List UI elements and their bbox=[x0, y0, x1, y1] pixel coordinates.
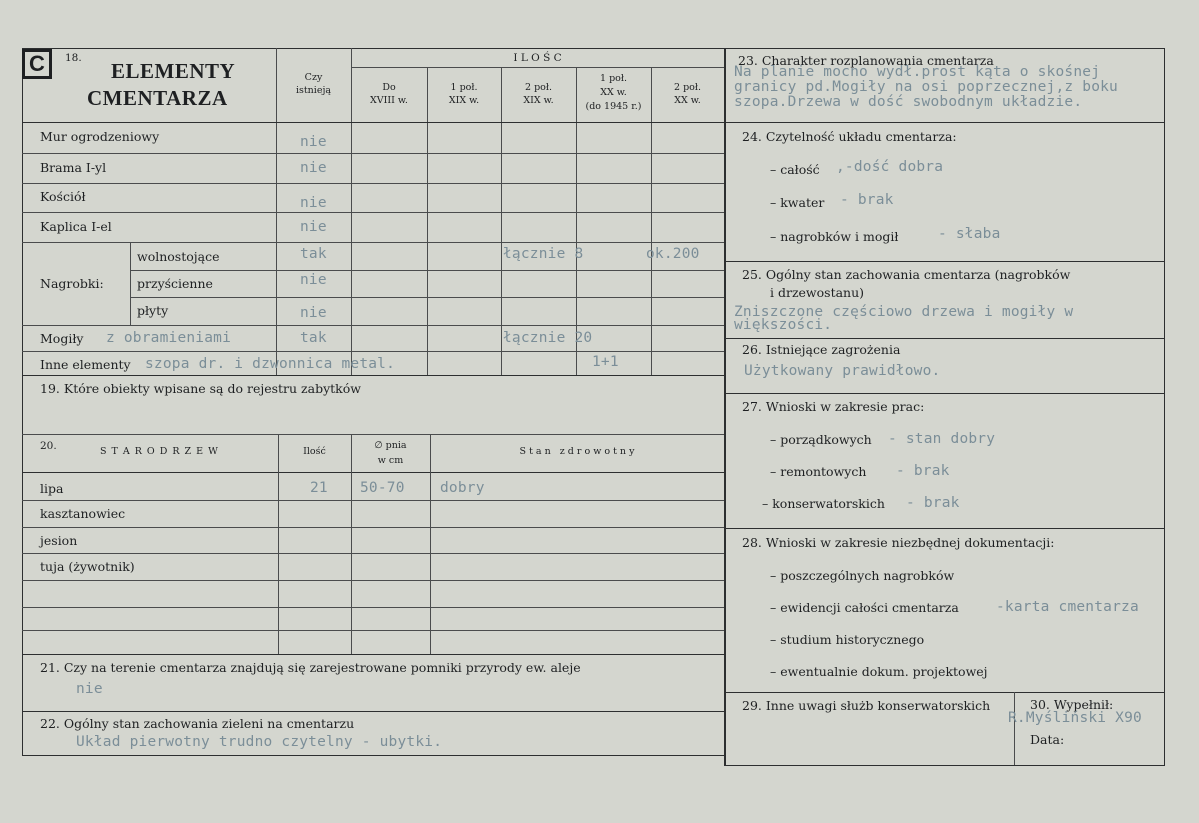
s28-projektowej: – ewentualnie dokum. projektowej bbox=[770, 664, 988, 679]
s28-label: 28. Wnioski w zakresie niezbędnej dokumentacji: bbox=[742, 535, 1055, 550]
row-value-mogily: tak bbox=[300, 330, 327, 346]
col-1pol-xix-1: 1 poł. bbox=[450, 82, 478, 93]
mogily-lacznie: łącznie 20 bbox=[503, 330, 593, 346]
row-label-wolnostojace: wolnostojące bbox=[137, 249, 220, 264]
col-2pol-xix-1: 2 poł. bbox=[525, 82, 552, 93]
s30-label: 30. Wypełnił: bbox=[1030, 697, 1114, 712]
tree-pnia: 50-70 bbox=[360, 480, 405, 496]
row-value-kaplica: nie bbox=[300, 219, 327, 235]
row-value-mur: nie bbox=[300, 134, 327, 150]
s27-porzadkowych: – porządkowych bbox=[770, 432, 872, 447]
row-label-przyscienne: przyścienne bbox=[137, 276, 213, 291]
s24-calosc: – całość bbox=[770, 162, 820, 177]
stan-header: S t a n z d r o w o t n y bbox=[519, 446, 635, 457]
s27-remontowych-value: - brak bbox=[896, 463, 950, 479]
ilosc-header: I L O Ś C bbox=[513, 52, 562, 64]
s27-label: 27. Wnioski w zakresie prac: bbox=[742, 399, 925, 414]
s26-value: Użytkowany prawidłowo. bbox=[744, 363, 941, 379]
tree-name: kasztanowiec bbox=[40, 506, 126, 521]
s27-konserwatorskich: – konserwatorskich bbox=[762, 496, 885, 511]
col-1pol-xx-3: (do 1945 r.) bbox=[585, 101, 642, 112]
row-value-kosciol: nie bbox=[300, 195, 327, 211]
s25-label1: 25. Ogólny stan zachowania cmentarza (nagrobków bbox=[742, 267, 1071, 282]
inne-extra: szopa dr. i dzwonnica metal. bbox=[145, 356, 396, 372]
row-label-kosciol: Kościół bbox=[40, 189, 86, 204]
mogily-extra: z obramieniami bbox=[106, 330, 232, 346]
czy-header-2: istnieją bbox=[295, 85, 332, 96]
s28-nagrobkow: – poszczególnych nagrobków bbox=[770, 568, 955, 583]
s23-label: 23. Charakter rozplanowania cmentarza bbox=[738, 53, 994, 68]
ilosc-col-header: Ilość bbox=[303, 446, 326, 457]
s24-kwater-value: - brak bbox=[840, 192, 894, 208]
nagrobki-label: Nagrobki: bbox=[40, 276, 104, 291]
col-do-2: XVIII w. bbox=[370, 95, 408, 106]
s24-nagrobkow-value: - słaba bbox=[938, 226, 1001, 242]
wolnostojace-ok: ok.200 bbox=[646, 246, 700, 262]
s22-label: 22. Ogólny stan zachowania zieleni na cmentarzu bbox=[40, 716, 355, 731]
row-value-wolnostojace: tak bbox=[300, 246, 327, 262]
s25-line1: Zniszczone częściowo drzewa i mogiły w bbox=[734, 304, 1074, 320]
s21-value: nie bbox=[76, 681, 103, 697]
row-label-plyty: płyty bbox=[137, 303, 169, 318]
tree-stan: dobry bbox=[440, 480, 485, 496]
col-2pol-xx-1: 2 poł. bbox=[674, 82, 701, 93]
s28-ewidencji: – ewidencji całości cmentarza bbox=[770, 600, 959, 615]
row-label-mogily: Mogiły bbox=[40, 331, 84, 346]
s30-value: R.Myśliński X90 bbox=[1008, 710, 1142, 726]
wolnostojace-lacznie: łącznie 8 bbox=[503, 246, 584, 262]
section-letter: C bbox=[22, 49, 52, 79]
s27-remontowych: – remontowych bbox=[770, 464, 867, 479]
s25-line2: większości. bbox=[734, 317, 833, 333]
row-label-brama: Brama I-yl bbox=[40, 160, 107, 175]
s19-label: 19. Które obiekty wpisane są do rejestru zabytków bbox=[40, 381, 361, 396]
s20-number: 20. bbox=[40, 440, 57, 452]
s29-label: 29. Inne uwagi służb konserwatorskich bbox=[742, 698, 991, 713]
col-2pol-xx-2: XX w. bbox=[674, 95, 701, 106]
col-1pol-xx-1: 1 poł. bbox=[600, 73, 627, 84]
s27-konserwatorskich-value: - brak bbox=[906, 495, 960, 511]
title-line1: ELEMENTY bbox=[111, 59, 236, 83]
row-label-kaplica: Kaplica I-el bbox=[40, 219, 112, 234]
s28-studium: – studium historycznego bbox=[770, 632, 925, 647]
pnia-header-2: w cm bbox=[377, 455, 404, 466]
s24-kwater: – kwater bbox=[770, 195, 825, 210]
tree-ilosc: 21 bbox=[310, 480, 328, 496]
col-1pol-xix-2: XIX w. bbox=[448, 95, 480, 106]
s30-data-label: Data: bbox=[1030, 732, 1065, 747]
section-number: 18. bbox=[65, 52, 82, 64]
row-value-brama: nie bbox=[300, 160, 327, 176]
s24-label: 24. Czytelność układu cmentarza: bbox=[742, 129, 957, 144]
row-label-mur: Mur ogrodzeniowy bbox=[40, 129, 160, 144]
pnia-header-1: ∅ pnia bbox=[374, 440, 407, 451]
s24-nagrobkow: – nagrobków i mogił bbox=[770, 229, 899, 244]
czy-header-1: Czy bbox=[304, 72, 323, 83]
s24-calosc-value: ,-dość dobra bbox=[836, 159, 944, 175]
s25-label2: i drzewostanu) bbox=[770, 285, 865, 300]
s23-line2: granicy pd.Mogiły na osi poprzecznej,z boku bbox=[734, 79, 1118, 95]
s23-line3: szopa.Drzewa w dość swobodnym układzie. bbox=[734, 94, 1083, 110]
row-value-przyscienne: nie bbox=[300, 272, 327, 288]
col-2pol-xix-2: XIX w. bbox=[523, 95, 554, 106]
tree-name: jesion bbox=[40, 533, 78, 548]
col-do-1: Do bbox=[382, 82, 396, 93]
tree-name: tuja (żywotnik) bbox=[40, 559, 135, 574]
title-line2: CMENTARZA bbox=[87, 86, 228, 110]
row-label-inne: Inne elementy bbox=[40, 357, 131, 372]
row-value-plyty: nie bbox=[300, 305, 327, 321]
s26-label: 26. Istniejące zagrożenia bbox=[742, 342, 901, 357]
inne-value: 1+1 bbox=[592, 354, 619, 370]
tree-name: lipa bbox=[40, 481, 64, 496]
s22-value: Układ pierwotny trudno czytelny - ubytki. bbox=[76, 734, 443, 750]
s27-porzadkowych-value: - stan dobry bbox=[888, 431, 996, 447]
col-1pol-xx-2: XX w. bbox=[600, 87, 627, 98]
s21-label: 21. Czy na terenie cmentarza znajdują się zarejestrowane pomniki przyrody ew. aleje bbox=[40, 660, 581, 675]
starodrzew-header: S T A R O D R Z E W bbox=[100, 446, 219, 457]
s23-line1: Na planie mocno wydł.prost kąta o skośnej bbox=[734, 64, 1101, 80]
s28-ewidencji-value: -karta cmentarza bbox=[996, 599, 1139, 615]
